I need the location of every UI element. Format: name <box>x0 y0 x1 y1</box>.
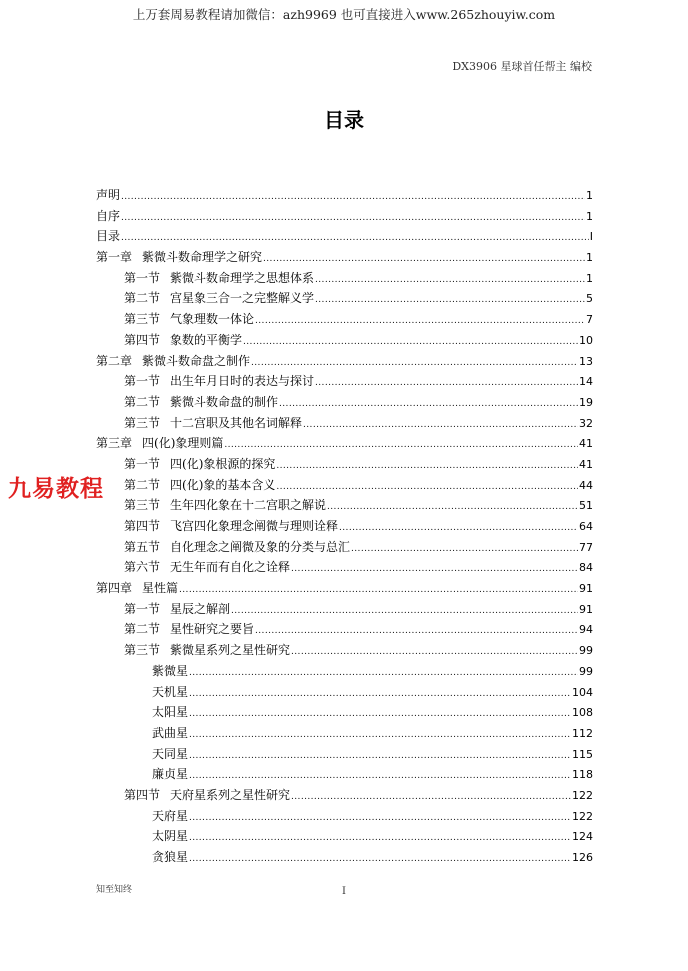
toc-entry[interactable] <box>96 827 593 848</box>
toc-dot-leader <box>121 192 585 202</box>
toc-entry-number: 第二章 <box>96 353 133 368</box>
footer-page-number: I <box>342 886 346 897</box>
toc-entry-page: 124 <box>572 830 593 844</box>
toc-entry[interactable] <box>96 807 593 828</box>
toc-entry-title: 四(化)象的基本含义 <box>170 477 276 492</box>
toc-entry-page: 1 <box>586 271 593 285</box>
toc-entry-number: 第四节 <box>124 787 161 802</box>
toc-entry-label <box>96 434 223 451</box>
toc-entry[interactable] <box>96 269 593 290</box>
toc-entry[interactable] <box>96 579 593 600</box>
toc-entry-title: 紫微斗数命盘的制作 <box>170 394 279 409</box>
toc-entry-title: 出生年月日时的表达与探讨 <box>170 374 315 389</box>
toc-entry-label <box>124 331 242 348</box>
toc-entry-page: 122 <box>572 788 593 802</box>
toc-dot-leader <box>189 771 571 781</box>
toc-entry-page: 94 <box>579 623 593 637</box>
toc-dot-leader <box>189 668 578 678</box>
toc-entry-page: 118 <box>572 768 593 782</box>
toc-entry-number: 第四节 <box>124 332 161 347</box>
toc-entry[interactable] <box>96 517 593 538</box>
toc-entry-page: 10 <box>579 333 593 347</box>
toc-entry-number: 第三节 <box>124 415 161 430</box>
toc-entry-number: 第三节 <box>124 498 161 513</box>
toc-dot-leader <box>189 813 571 823</box>
toc-entry-number: 第一节 <box>124 374 161 389</box>
toc-entry-number: 第四节 <box>124 519 161 533</box>
toc-entry-title: 十二宫职及其他名词解释 <box>170 415 303 430</box>
toc-entry-page: 1 <box>586 189 593 202</box>
toc-entry-number: 第三节 <box>124 312 161 327</box>
toc-entry[interactable] <box>96 414 593 435</box>
table-of-contents <box>96 186 593 869</box>
toc-entry-title: 天同星 <box>152 746 189 761</box>
toc-entry-number: 第二节 <box>124 291 161 306</box>
toc-dot-leader <box>189 854 571 864</box>
toc-entry-label <box>152 683 188 700</box>
toc-entry-page: 126 <box>572 851 593 864</box>
toc-dot-leader <box>303 420 578 430</box>
toc-entry-label <box>96 207 120 224</box>
toc-dot-leader <box>121 233 589 243</box>
toc-entry-number: 第三章 <box>96 436 133 451</box>
toc-entry-title: 紫微星 <box>152 663 189 678</box>
toc-entry[interactable] <box>96 455 593 476</box>
toc-dot-leader <box>121 213 585 223</box>
toc-entry[interactable] <box>96 662 593 683</box>
toc-dot-leader <box>251 358 578 368</box>
toc-entry[interactable] <box>96 434 593 455</box>
toc-dot-leader <box>315 378 578 388</box>
toc-dot-leader <box>189 730 571 740</box>
toc-entry[interactable] <box>96 641 593 662</box>
toc-entry-label <box>124 289 314 306</box>
toc-entry-title: 廉贞星 <box>152 767 189 782</box>
toc-entry-label <box>96 352 250 369</box>
toc-entry-label <box>124 517 338 534</box>
toc-entry[interactable] <box>96 620 593 641</box>
toc-dot-leader <box>255 316 585 326</box>
toc-entry-label <box>124 269 314 286</box>
toc-entry[interactable] <box>96 558 593 579</box>
toc-entry-label <box>124 538 350 555</box>
toc-entry[interactable] <box>96 186 593 207</box>
toc-entry-page: 1 <box>586 251 593 265</box>
toc-entry-title: 四(化)象理则篇 <box>142 436 224 451</box>
page-title: 目录 <box>324 108 364 132</box>
toc-entry-number: 第二节 <box>124 477 161 492</box>
toc-entry-title: 太阳星 <box>152 705 189 720</box>
toc-entry-page: I <box>589 230 593 244</box>
toc-dot-leader <box>189 689 571 699</box>
toc-entry-label <box>124 414 302 431</box>
toc-dot-leader <box>231 606 578 616</box>
toc-entry-label <box>152 703 188 720</box>
toc-entry-title: 天府星系列之星性研究 <box>170 787 291 802</box>
toc-entry-label <box>152 765 188 782</box>
toc-dot-leader <box>291 647 578 657</box>
toc-entry-label <box>152 724 188 741</box>
toc-entry-page: 122 <box>572 809 593 823</box>
toc-entry-page: 104 <box>572 685 593 699</box>
toc-entry-title: 星性研究之要旨 <box>170 622 255 637</box>
toc-entry-label <box>124 641 290 658</box>
top-watermark-text: 上万套周易教程请加微信：azh9969 也可直接进入www.265zhouyiw.com <box>132 7 556 22</box>
toc-entry[interactable] <box>96 352 593 373</box>
toc-dot-leader <box>189 709 571 719</box>
toc-entry[interactable] <box>96 248 593 269</box>
toc-dot-leader <box>291 792 571 802</box>
toc-entry-title: 紫微斗数命理学之研究 <box>142 250 263 265</box>
toc-entry-number: 第二节 <box>124 394 161 409</box>
toc-entry[interactable] <box>96 683 593 704</box>
toc-entry-label <box>152 745 188 762</box>
toc-dot-leader <box>279 399 578 409</box>
toc-entry-label <box>96 227 120 244</box>
toc-dot-leader <box>351 544 578 554</box>
toc-entry-title: 紫微斗数命理学之思想体系 <box>170 270 315 285</box>
toc-entry-title: 气象理数一体论 <box>170 312 255 327</box>
toc-dot-leader <box>339 523 578 533</box>
footer-text: 知至知终 <box>96 885 133 895</box>
toc-entry-title: 生年四化象在十二宫职之解说 <box>170 498 327 513</box>
toc-entry-label <box>124 310 254 327</box>
toc-entry-page: 99 <box>579 664 593 678</box>
toc-dot-leader <box>243 337 578 347</box>
toc-entry-number: 第六节 <box>124 560 161 575</box>
toc-dot-leader <box>315 275 585 285</box>
toc-entry[interactable] <box>96 372 593 393</box>
toc-entry-number: 第三节 <box>124 643 161 658</box>
toc-entry-number: 第五节 <box>124 539 161 554</box>
toc-entry[interactable] <box>96 289 593 310</box>
toc-entry-title: 紫微斗数命盘之制作 <box>142 353 251 368</box>
toc-dot-leader <box>224 440 578 450</box>
toc-dot-leader <box>189 833 571 843</box>
toc-entry-label <box>124 558 290 575</box>
toc-entry-label <box>152 807 188 824</box>
toc-entry[interactable] <box>96 848 593 869</box>
toc-entry-title: 宫星象三合一之完整解义学 <box>170 291 315 306</box>
toc-entry-label <box>152 662 188 679</box>
toc-dot-leader <box>189 751 571 761</box>
toc-entry-title: 目录 <box>96 229 121 244</box>
toc-entry-number: 第一节 <box>124 456 161 471</box>
toc-entry-number: 第一章 <box>96 250 133 265</box>
toc-entry-title: 星性篇 <box>142 581 179 596</box>
toc-entry[interactable] <box>96 310 593 331</box>
toc-entry[interactable] <box>96 765 593 786</box>
toc-entry-label <box>124 496 326 513</box>
toc-entry-page: 108 <box>572 706 593 720</box>
toc-entry-page: 44 <box>579 478 593 492</box>
toc-entry-page: 64 <box>579 520 593 533</box>
toc-entry-page: 41 <box>579 437 593 451</box>
toc-entry-label <box>96 579 178 596</box>
toc-entry-label <box>96 186 120 203</box>
toc-entry-page: 32 <box>579 416 593 430</box>
toc-entry-number: 第一节 <box>124 270 161 285</box>
toc-entry-title: 太阴星 <box>152 829 189 844</box>
toc-entry-page: 19 <box>579 395 593 409</box>
toc-entry-title: 自序 <box>96 208 121 223</box>
toc-entry-title: 无生年而有自化之诠释 <box>170 560 291 575</box>
toc-entry-label <box>124 600 230 617</box>
toc-entry-title: 四(化)象根源的探究 <box>170 456 276 471</box>
toc-entry-title: 自化理念之阐微及象的分类与总汇 <box>170 539 351 554</box>
toc-entry[interactable] <box>96 496 593 517</box>
toc-entry-page: 99 <box>579 644 593 658</box>
toc-entry-page: 112 <box>572 726 593 740</box>
toc-entry-title: 贪狼星 <box>152 850 189 864</box>
toc-entry[interactable] <box>96 476 593 497</box>
toc-entry-title: 天机星 <box>152 684 189 699</box>
toc-entry-label <box>152 827 188 844</box>
toc-entry[interactable] <box>96 703 593 724</box>
toc-entry-page: 115 <box>572 747 593 761</box>
toc-entry-title: 星辰之解剖 <box>170 601 231 616</box>
toc-entry[interactable] <box>96 724 593 745</box>
toc-entry-label <box>124 476 275 493</box>
toc-entry-page: 1 <box>586 209 593 223</box>
toc-entry-label <box>124 786 290 803</box>
toc-dot-leader <box>276 482 578 492</box>
toc-entry[interactable] <box>96 600 593 621</box>
toc-entry-page: 51 <box>579 499 593 513</box>
toc-entry-label <box>124 393 278 410</box>
toc-entry-page: 41 <box>579 457 593 471</box>
toc-entry[interactable] <box>96 745 593 766</box>
toc-dot-leader <box>255 626 578 636</box>
toc-entry-title: 紫微星系列之星性研究 <box>170 643 291 658</box>
side-watermark-text: 九易教程 <box>8 476 104 502</box>
toc-entry-page: 77 <box>579 540 593 554</box>
toc-dot-leader <box>276 461 578 471</box>
toc-entry-label <box>96 248 262 265</box>
toc-entry-label <box>124 620 254 637</box>
toc-entry-label <box>124 372 314 389</box>
toc-entry-label <box>152 848 188 865</box>
toc-dot-leader <box>327 502 578 512</box>
toc-entry-title: 飞宫四化象理念阐微与理则诠释 <box>170 519 339 533</box>
toc-entry-page: 14 <box>579 375 593 389</box>
toc-entry[interactable] <box>96 786 593 807</box>
toc-entry-page: 91 <box>579 582 593 596</box>
toc-entry-page: 7 <box>586 313 593 327</box>
editor-credit: DX3906 星球首任帮主 编校 <box>452 60 592 73</box>
toc-entry-number: 第四章 <box>96 581 133 596</box>
toc-entry-title: 象数的平衡学 <box>170 332 243 347</box>
toc-entry-number: 第一节 <box>124 601 161 616</box>
toc-entry[interactable] <box>96 207 593 228</box>
toc-entry[interactable] <box>96 227 593 248</box>
toc-entry-page: 13 <box>579 354 593 368</box>
toc-entry-number: 第二节 <box>124 622 161 637</box>
toc-entry-title: 天府星 <box>152 808 189 823</box>
toc-entry-page: 5 <box>586 292 593 306</box>
toc-dot-leader <box>315 295 585 305</box>
toc-entry-page: 84 <box>579 561 593 575</box>
toc-entry-page: 91 <box>579 602 593 616</box>
toc-entry-title: 声明 <box>96 188 121 202</box>
toc-entry[interactable] <box>96 331 593 352</box>
toc-dot-leader <box>179 585 578 595</box>
toc-entry-label <box>124 455 275 472</box>
toc-dot-leader <box>263 254 585 264</box>
toc-entry[interactable] <box>96 393 593 414</box>
toc-dot-leader <box>291 564 578 574</box>
toc-entry[interactable] <box>96 538 593 559</box>
toc-entry-title: 武曲星 <box>152 725 189 740</box>
